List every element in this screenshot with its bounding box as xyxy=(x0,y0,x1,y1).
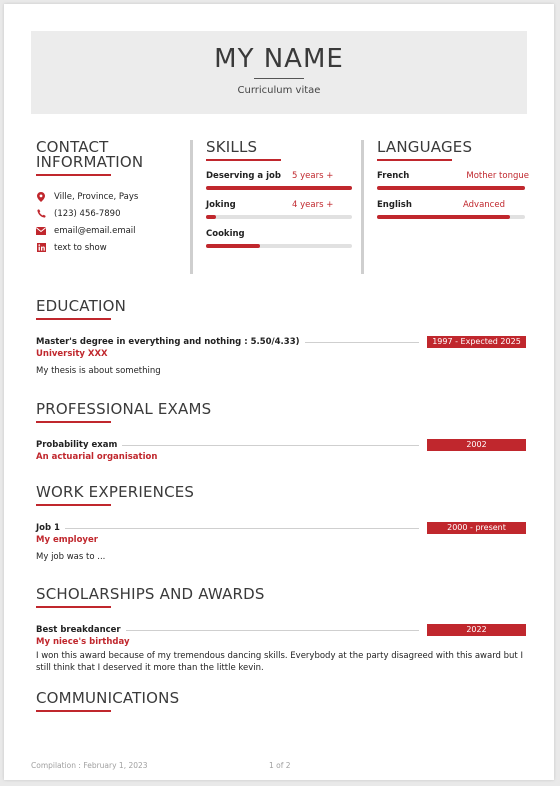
entry-description: My thesis is about something xyxy=(36,366,161,376)
skill-bar-fill xyxy=(206,186,352,190)
entry-title: Best breakdancer xyxy=(36,625,121,635)
contact-linkedin-text[interactable]: text to show xyxy=(54,242,107,253)
skill-item xyxy=(206,200,356,219)
cv-subtitle: Curriculum vitae xyxy=(237,85,321,96)
skill-bar xyxy=(206,244,352,248)
education-title: EDUCATION xyxy=(36,297,126,315)
entry-leader-line xyxy=(65,528,419,529)
contact-item-email[interactable] xyxy=(36,222,186,239)
entry-title: Job 1 xyxy=(36,523,60,533)
entry-organisation: My employer xyxy=(36,535,98,545)
languages-section xyxy=(377,140,529,274)
entry-leader-line xyxy=(305,342,420,343)
language-bar xyxy=(377,215,525,219)
skill-value: 4 years + xyxy=(292,200,334,210)
award-entry xyxy=(36,624,526,636)
skill-bar xyxy=(206,186,352,190)
header-rule xyxy=(254,78,304,79)
skill-value: 5 years + xyxy=(292,171,334,181)
education-section xyxy=(36,299,526,377)
contact-item-linkedin[interactable] xyxy=(36,239,186,256)
location-pin-icon xyxy=(36,192,46,202)
communications-title: COMMUNICATIONS xyxy=(36,689,180,707)
entry-organisation: An actuarial organisation xyxy=(36,452,158,462)
column-separator xyxy=(190,140,193,274)
language-item xyxy=(377,171,529,190)
language-name: French xyxy=(377,171,410,181)
exams-section xyxy=(36,402,526,462)
exams-title: PROFESSIONAL EXAMS xyxy=(36,400,212,418)
contact-list xyxy=(36,188,186,256)
contact-item-location xyxy=(36,188,186,205)
communications-underline xyxy=(36,710,111,712)
compilation-date: Compilation : February 1, 2023 xyxy=(31,761,148,770)
contact-email-text[interactable]: email@email.email xyxy=(54,225,136,236)
language-level: Advanced xyxy=(463,200,505,210)
contact-section xyxy=(36,140,186,274)
email-icon xyxy=(36,226,46,236)
work-entry xyxy=(36,522,526,534)
column-separator xyxy=(361,140,364,274)
skill-name: Deserving a job xyxy=(206,171,281,181)
cv-page xyxy=(4,4,554,780)
work-underline xyxy=(36,504,111,506)
language-bar-fill xyxy=(377,215,510,219)
skill-name: Joking xyxy=(206,200,236,210)
work-section xyxy=(36,485,526,563)
skill-item xyxy=(206,171,356,190)
languages-title: LANGUAGES xyxy=(377,138,473,156)
languages-underline xyxy=(377,159,452,161)
work-title: WORK EXPERIENCES xyxy=(36,483,195,501)
entry-description: My job was to ... xyxy=(36,552,106,562)
skill-bar-fill xyxy=(206,244,260,248)
skill-item xyxy=(206,229,356,248)
page-number: 1 of 2 xyxy=(269,761,291,770)
awards-title: SCHOLARSHIPS AND AWARDS xyxy=(36,585,265,603)
skills-title: SKILLS xyxy=(206,138,258,156)
skill-bar-fill xyxy=(206,215,216,219)
education-entry xyxy=(36,336,526,348)
language-bar-fill xyxy=(377,186,525,190)
skills-underline xyxy=(206,159,281,161)
exam-entry xyxy=(36,439,526,451)
skills-section xyxy=(206,140,356,274)
entry-organisation: My niece's birthday xyxy=(36,637,130,647)
cv-name: MY NAME xyxy=(214,44,344,74)
entry-title: Probability exam xyxy=(36,440,118,450)
exams-underline xyxy=(36,421,111,423)
awards-section xyxy=(36,587,526,674)
date-badge: 2002 xyxy=(427,439,526,451)
language-level: Mother tongue xyxy=(466,171,529,181)
linkedin-icon xyxy=(36,243,46,253)
contact-underline xyxy=(36,174,111,176)
awards-underline xyxy=(36,606,111,608)
language-name: English xyxy=(377,200,412,210)
date-badge: 2022 xyxy=(427,624,526,636)
date-badge: 1997 - Expected 2025 xyxy=(427,336,526,348)
entry-leader-line xyxy=(126,630,419,631)
cv-header xyxy=(31,31,527,114)
entry-leader-line xyxy=(122,445,419,446)
contact-title-line2: INFORMATION xyxy=(36,153,144,171)
contact-location-text: Ville, Province, Pays xyxy=(54,191,139,202)
contact-item-phone xyxy=(36,205,186,222)
contact-phone-text: (123) 456-7890 xyxy=(54,208,121,219)
phone-icon xyxy=(36,209,46,219)
date-badge: 2000 - present xyxy=(427,522,526,534)
communications-section xyxy=(36,691,526,712)
skill-bar xyxy=(206,215,352,219)
contact-title-line1: CONTACT xyxy=(36,138,109,156)
entry-description: I won this award because of my tremendous dancing skills. Everybody at the party disagreed with this award but I still think that I deserved it more than the little kevin. xyxy=(36,651,523,673)
language-item xyxy=(377,200,529,219)
skill-name: Cooking xyxy=(206,229,245,239)
education-underline xyxy=(36,318,111,320)
entry-organisation: University XXX xyxy=(36,349,108,359)
language-bar xyxy=(377,186,525,190)
entry-title: Master's degree in everything and nothing : 5.50/4.33) xyxy=(36,337,300,347)
